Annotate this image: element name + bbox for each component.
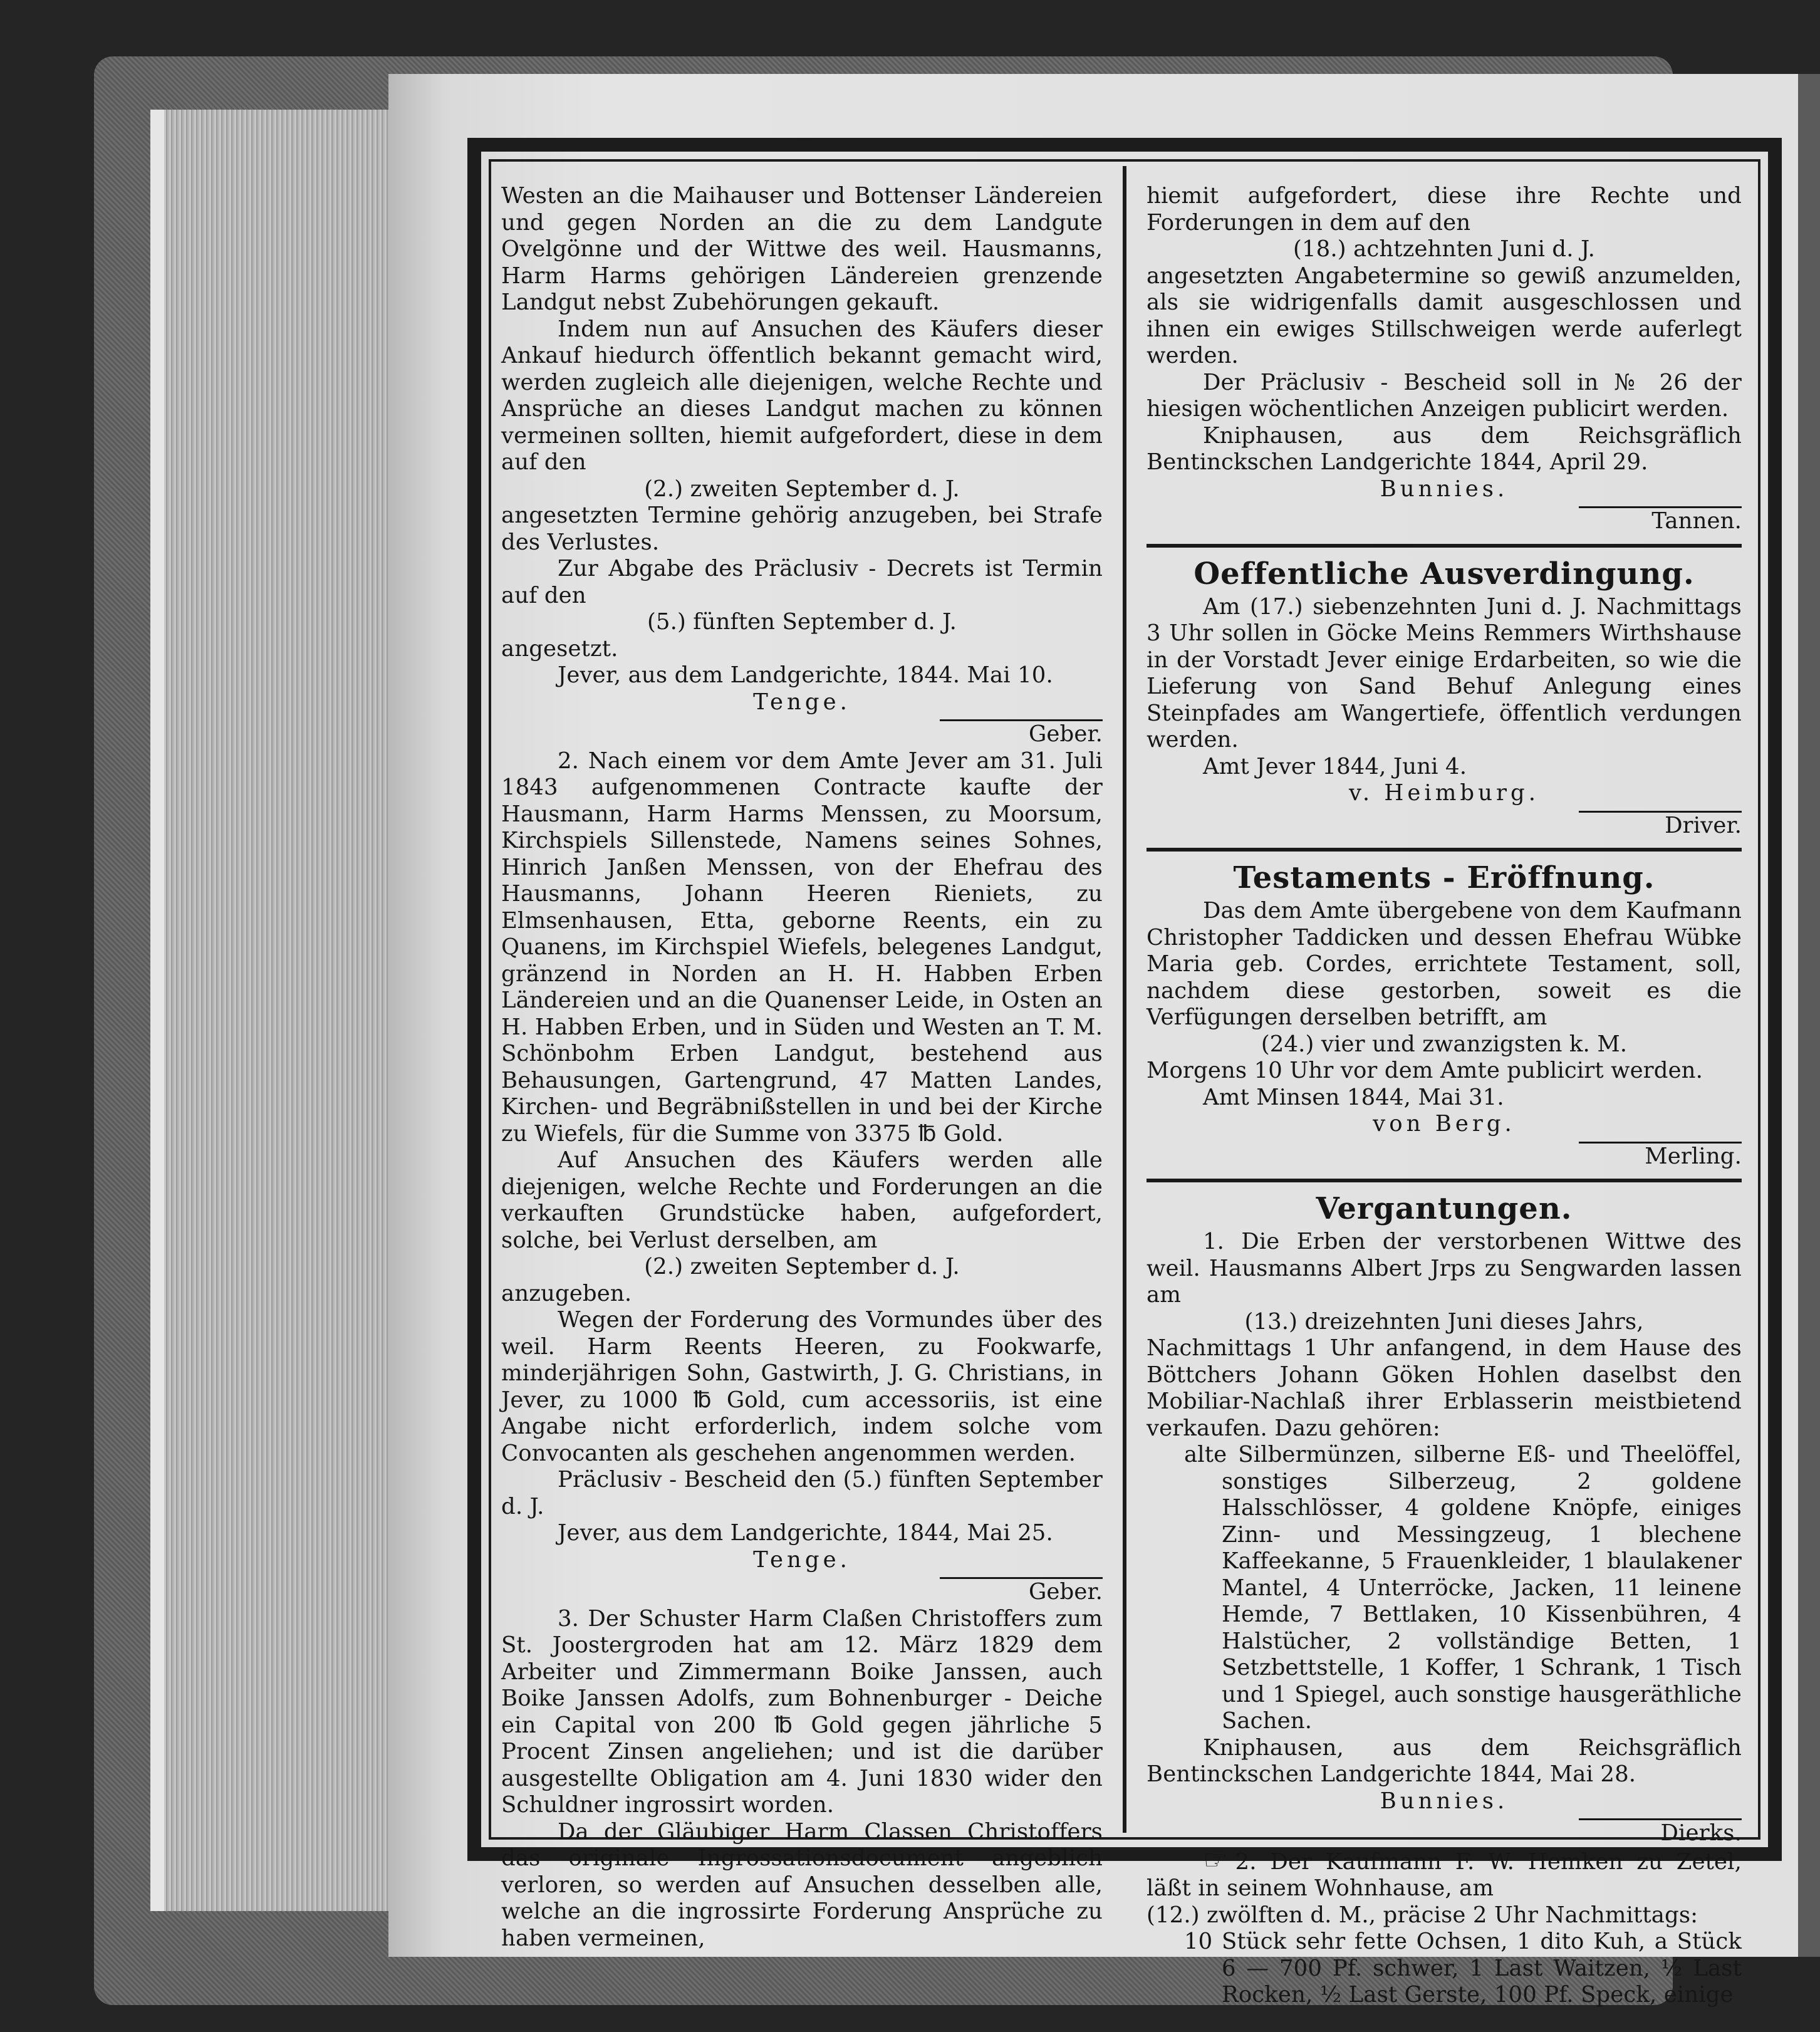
paragraph: Präclusiv - Bescheid den (5.) fünften September d. J. (501, 1467, 1103, 1519)
paragraph: angesetzten Angabetermine so gewiß anzumelden, als sie widrigenfalls damit ausgeschlossen und ihnen ein ewiges Stillschweigen werde auferlegt werden. (1147, 263, 1742, 368)
signature: Tenge. (753, 689, 851, 715)
paragraph: anzugeben. (501, 1280, 632, 1306)
paragraph: Morgens 10 Uhr vor dem Amte publicirt werden. (1147, 1058, 1703, 1083)
signature: Tenge. (753, 1546, 851, 1573)
paragraph: 1. Die Erben der verstorbenen Wittwe des weil. Hausmanns Albert Jrps zu Sengwarden lassen am (1147, 1229, 1742, 1308)
section-heading: Oeffentliche Ausverdingung. (1193, 556, 1695, 591)
paragraph: hiemit aufgefordert, diese ihre Rechte und Forderungen in dem auf den (1147, 183, 1742, 236)
section-heading: Vergantungen. (1316, 1191, 1573, 1226)
signature: von Berg. (1373, 1111, 1516, 1137)
paragraph: 3. Der Schuster Harm Claßen Christoffers zum St. Joostergroden hat am 12. März 1829 dem Arbeiter und Zimmermann Boike Janssen, auch Boike Janssen Adolfs, zum Bohnenburger - Deiche ein Capital von 200 ℔ Gold gegen jährliche 5 Procent Zinsen angeliehen; und ist die darüber ausgestellte Obligation am 4. Juni 1830 wider den Schuldner ingrossirt worden. (501, 1605, 1103, 1818)
paragraph: Indem nun auf Ansuchen des Käufers dieser Ankauf hiedurch öffentlich bekannt gemacht wird, werden zugleich alle diejenigen, welche Rechte und Ansprüche an dieses Landgut machen zu können vermeinen sollten, hiemit aufgefordert, diese in dem auf den (501, 316, 1103, 475)
paragraph: Jever, aus dem Landgerichte, 1844, Mai 25. (558, 1520, 1053, 1546)
paragraph: Wegen der Forderung des Vormundes über des weil. Harm Reents Heeren, zu Fookwarfe, minderjährigen Sohn, Gastwirth, J. G. Christians, in Jever, zu 1000 ℔ Gold, cum accessoriis, ist eine Angabe nicht erforderlich, indem solche vom Convocanten als geschehen angenommen werden. (501, 1307, 1103, 1466)
date-line: (13.) dreizehnten Juni dieses Jahrs, (1244, 1308, 1644, 1335)
paragraph: angesetzt. (501, 635, 618, 662)
right-page-edge (1798, 74, 1820, 1957)
paragraph: Zur Abgabe des Präclusiv - Decrets ist Termin auf den (501, 556, 1103, 608)
paragraph: Amt Jever 1844, Juni 4. (1203, 753, 1467, 779)
date-line: (18.) achtzehnten Juni d. J. (1293, 236, 1595, 262)
column-divider (1123, 166, 1126, 1833)
paragraph: Kniphausen, aus dem Reichsgräflich Bentinckschen Landgerichte 1844, Mai 28. (1147, 1734, 1742, 1787)
signature: Bunnies. (1380, 476, 1509, 502)
signature: Bunnies. (1380, 1788, 1509, 1814)
item-list: alte Silbermünzen, silberne Eß- und Theelöffel, sonstiges Silberzeug, 2 goldene Halsschlösser, 4 goldene Knöpfe, einiges Zinn- und Messingzeug, 1 blechene Kaffeekanne, 5 Frauenkleider, 1 blaulakener Mantel, 4 Unterröcke, Jacken, 11 leinene Hemde, 7 Bettlaken, 10 Kissenbühren, 4 Halstücher, 2 vollständige Betten, 1 Setzbettstelle, 1 Koffer, 1 Schrank, 1 Tisch und 1 Spiegel, auch sonstige hausgeräthliche Sachen. (1184, 1442, 1742, 1734)
section-heading: Testaments - Eröffnung. (1233, 860, 1655, 895)
date-line: (2.) zweiten September d. J. (644, 1254, 960, 1279)
paragraph: Das dem Amte übergebene von dem Kaufmann Christopher Taddicken und dessen Ehefrau Wübke Maria geb. Cordes, errichtete Testament, soll, nachdem diese gestorben, soweit es die Verfügungen derselben betrifft, am (1147, 898, 1742, 1030)
signature-right: Tannen. (1651, 508, 1742, 534)
paragraph: Kniphausen, aus dem Reichsgräflich Bentinckschen Landgerichte 1844, April 29. (1147, 422, 1742, 475)
pointing-hand-icon: ☞ (1203, 1843, 1228, 1876)
date-line: (24.) vier und zwanzigsten k. M. (1261, 1031, 1628, 1057)
signature-right: Dierks. (1660, 1820, 1742, 1846)
paragraph: Jever, aus dem Landgerichte, 1844. Mai 10. (558, 662, 1053, 688)
paragraph: 2. Nach einem vor dem Amte Jever am 31. Juli 1843 aufgenommenen Contracte kaufte der Hausmann, Harm Harms Menssen, zu Moorsum, Kirchspiels Sillenstede, Namens seines Sohnes, Hinrich Janßen Menssen, von der Ehefrau des Hausmanns, Johann Heeren Rieniets, zu Elmsenhausen, Etta, geborne Reents, ein zu Quanens, im Kirchspiel Wiefels, belegenes Landgut, gränzend in Norden an H. H. Habben Erben Ländereien und an die Quanenser Leide, in Osten an H. Habben Erben, und in Süden und Westen an T. M. Schönbohm Erben Landgut, bestehend aus Behausungen, Gartengrund, 47 Matten Landes, Kirchen- und Begräbnißstellen in und bei der Kirche zu Wiefels, für die Summe von 3375 ℔ Gold. (501, 748, 1103, 1147)
paragraph: Am (17.) siebenzehnten Juni d. J. Nachmittags 3 Uhr sollen in Göcke Meins Remmers Wirthshause in der Vorstadt Jever einige Erdarbeiten, so wie die Lieferung von Sand Behuf Anlegung eines Steinpfades am Wangertiefe, öffentlich verdungen werden. (1147, 593, 1742, 753)
signature-right: Geber. (1028, 1579, 1103, 1605)
section-separator (1147, 544, 1742, 548)
paragraph: Nachmittags 1 Uhr anfangend, in dem Hause des Böttchers Johann Göken Hohlen daselbst den Mobiliar-Nachlaß ihrer Erblasserin meistbietend verkaufen. Dazu gehören: (1147, 1335, 1742, 1441)
section-separator (1147, 1179, 1742, 1182)
right-column (1147, 183, 1742, 2008)
left-column (501, 183, 1103, 1951)
section-separator (1147, 848, 1742, 852)
paragraph: angesetzten Termine gehörig anzugeben, bei Strafe des Verlustes. (501, 503, 1103, 555)
paragraph: (12.) zwölften d. M., präcise 2 Uhr Nachmittags: (1147, 1902, 1698, 1928)
date-line: (5.) fünften September d. J. (647, 609, 957, 635)
item-list: 10 Stück sehr fette Ochsen, 1 dito Kuh, a Stück 6 — 700 Pf. schwer, 1 Last Waitzen, ½ Last Rocken, ½ Last Gerste, 100 Pf. Speck, einige (1184, 1929, 1742, 2008)
date-line: (2.) zweiten September d. J. (644, 476, 960, 502)
paragraph-text: 2. Der Kaufmann F. W. Hemken zu Zetel, läßt in seinem Wohnhause, am (1147, 1848, 1742, 1901)
signature: v. Heimburg. (1349, 780, 1539, 806)
paragraph: Auf Ansuchen des Käufers werden alle diejenigen, welche Rechte und Forderungen an die verkauften Grundstücke haben, aufgefordert, solche, bei Verlust derselben, am (501, 1147, 1103, 1253)
signature-right: Driver. (1665, 812, 1742, 838)
paragraph: Da der Gläubiger Harm Classen Christoffers das originale Ingrossationsdocument angeblich verloren, so werden auf Ansuchen desselben alle, welche an die ingrossirte Forderung Ansprüche zu haben vermeinen, (501, 1818, 1103, 1951)
paragraph (1147, 1843, 1742, 1902)
paragraph: Der Präclusiv - Bescheid soll in № 26 der hiesigen wöchentlichen Anzeigen publicirt werden. (1147, 369, 1742, 422)
paragraph: Amt Minsen 1844, Mai 31. (1203, 1084, 1504, 1110)
paragraph: Westen an die Maihauser und Bottenser Ländereien und gegen Norden an die zu dem Landgute Ovelgönne und der Wittwe des weil. Hausmanns, Harm Harms gehörigen Ländereien grenzende Landgut nebst Zubehörungen gekauft. (501, 183, 1103, 315)
signature-right: Merling. (1645, 1143, 1742, 1169)
signature-right: Geber. (1028, 721, 1103, 747)
